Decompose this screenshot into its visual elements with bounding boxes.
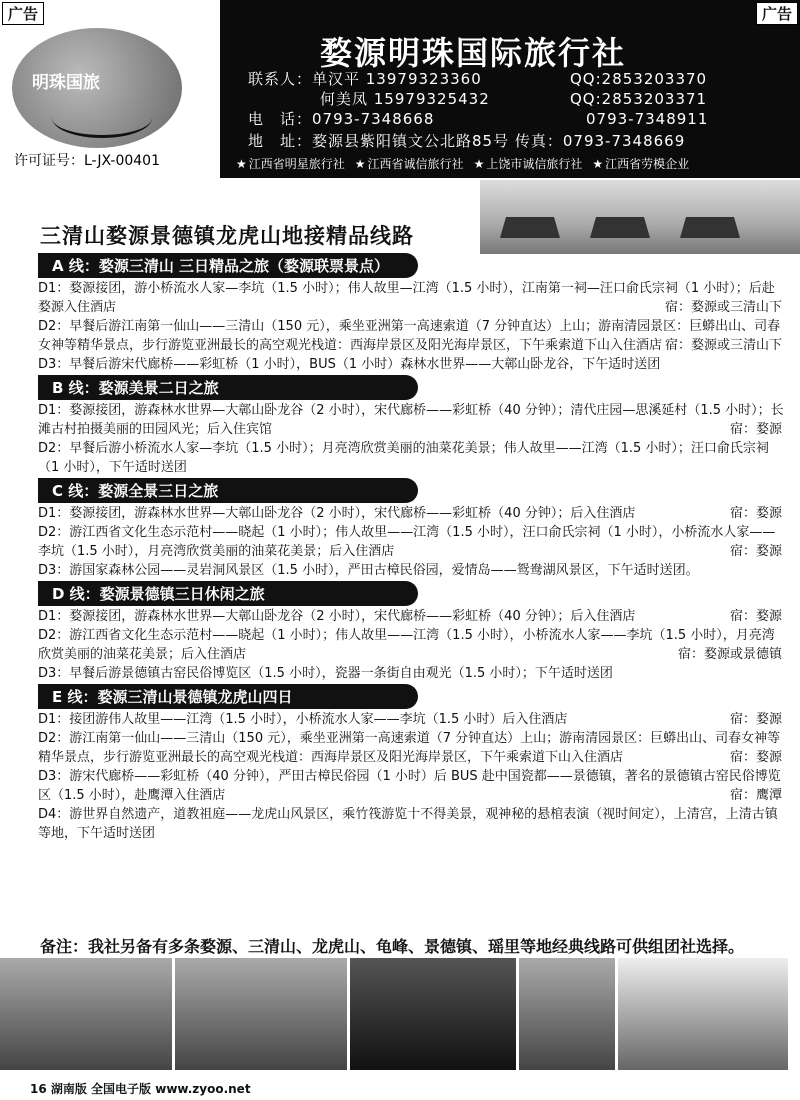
logo-text: 明珠国旅: [32, 73, 100, 93]
contact-address: 地 址：婺源县紫阳镇文公北路85号 传真：0793-7348669: [248, 132, 686, 150]
footer: 16 湖南版 全国电子版 www.zyoo.net: [30, 1082, 251, 1096]
note: 备注：我社另备有多条婺源、三清山、龙虎山、龟峰、景德镇、瑶里等地经典线路可供组团社选择。: [40, 937, 745, 956]
day-text: D1：婺源接团，游小桥流水人家—李坑（1.5 小时）；伟人故里—江湾（1.5 小时），江南第一祠—汪口俞氏宗祠（1 小时）；后赴婺源入住酒店: [38, 281, 775, 315]
route-a: [34, 252, 786, 374]
route-d: [34, 580, 786, 683]
day-text: D2：游江西省文化生态示范村——晓起（1 小时）；伟人故里——江湾（1.5 小时），汪口俞氏宗祠（1 小时），小桥流水人家——李坑（1.5 小时），月亮湾欣赏美丽的油菜花美景；后入住酒店: [38, 525, 776, 559]
day-text: D2：游江南第一仙山——三清山（150 元），乘坐亚洲第一高速索道（7 分钟直达）上山；游南清园景区：巨蟒出山、司春女神等精华景点，步行游览亚洲最长的高空观光栈道：西海岸景区及阳光海岸景区，下午乘索道下山入住酒店: [38, 731, 781, 765]
day-text: D4：游世界自然遗产，道教祖庭——龙虎山风景区，乘竹筏游览十不得美景，观神秘的悬棺表演（视时间定），上清宫，上清古镇等地，下午适时送团: [38, 807, 778, 841]
qq-1: QQ:2853203370: [570, 70, 708, 88]
logo-block: [0, 0, 220, 178]
stay-info: 宿：婺源或景德镇: [677, 647, 782, 662]
stay-info: 宿：婺源: [729, 544, 782, 559]
stay-info: 宿：婺源: [729, 422, 782, 437]
day-item: [38, 439, 786, 477]
day-item: [38, 626, 786, 664]
day-text: D1：婺源接团，游森林水世界—大鄣山卧龙谷（2 小时），宋代廊桥——彩虹桥（40 分钟）；清代庄园—思溪延村（1.5 小时）；长滩古村拍摄美丽的田园风光；后入住宾馆: [38, 403, 784, 437]
contact-person-2: 何美凤 15979325432: [320, 90, 490, 108]
photo-strip: [0, 958, 800, 1070]
day-item: [38, 401, 786, 439]
day-text: D3：游国家森林公园——灵岩洞风景区（1.5 小时），严田古樟民俗园，爱情岛——鸳鸯湖风景区，下午适时送团。: [38, 563, 699, 578]
photo-village: [0, 958, 172, 1070]
day-item: [38, 767, 786, 805]
house-roof: [590, 208, 650, 238]
route-title: B 线：婺源美景二日之旅: [38, 375, 418, 400]
day-text: D1：婺源接团，游森林水世界—大鄣山卧龙谷（2 小时），宋代廊桥——彩虹桥（40 分钟）；后入住酒店: [38, 506, 636, 521]
day-item: [38, 523, 786, 561]
day-item: [38, 504, 786, 523]
ad-label-right: 广告: [756, 2, 798, 25]
day-item: [38, 729, 786, 767]
agency-name: 婺源明珠国际旅行社: [320, 34, 627, 72]
day-item: [38, 317, 786, 355]
day-item: [38, 710, 786, 729]
day-text: D3：游宋代廊桥——彩虹桥（40 分钟），严田古樟民俗园（1 小时）后 BUS 赴中国瓷都——景德镇，著名的景德镇古窑民俗博览区（1.5 小时），赴鹰潭入住酒店: [38, 769, 781, 803]
header: [0, 0, 800, 178]
logo-line-decoration: [52, 98, 152, 138]
photo-mountain: [175, 958, 347, 1070]
main-title: 三清山婺源景德镇龙虎山地接精品线路: [40, 224, 414, 248]
day-item: [38, 355, 786, 374]
route-title: E 线：婺源三清山景德镇龙虎山四日: [38, 684, 418, 709]
house-roof: [680, 208, 740, 238]
stay-info: 宿：婺源: [729, 506, 782, 521]
day-item: [38, 805, 786, 843]
photo-river: [618, 958, 788, 1070]
stay-info: 宿：婺源或三清山下: [664, 338, 782, 353]
stay-info: 宿：婺源: [729, 609, 782, 624]
day-item: [38, 664, 786, 683]
route-c: [34, 477, 786, 580]
route-title: D 线：婺源景德镇三日休闲之旅: [38, 581, 418, 606]
day-text: D2：早餐后游江南第一仙山——三清山（150 元），乘坐亚洲第一高速索道（7 分钟直达）上山；游南清园景区：巨蟒出山、司春女神等精华景点，步行游览亚洲最长的高空观光栈道：西海岸景区及阳光海岸景区，下午乘索道下山入住酒店: [38, 319, 781, 353]
badge: ★ 江西省明星旅行社: [236, 155, 345, 172]
license-number: 许可证号：L-JX-00401: [14, 153, 160, 169]
route-title: C 线：婺源全景三日之旅: [38, 478, 418, 503]
stay-info: 宿：婺源: [729, 712, 782, 727]
stay-info: 宿：鹰潭: [729, 788, 782, 803]
route-title: A 线：婺源三清山 三日精品之旅（婺源联票景点）: [38, 253, 418, 278]
day-text: D1：接团游伟人故里——江湾（1.5 小时），小桥流水人家——李坑（1.5 小时）后入住酒店: [38, 712, 568, 727]
route-b: [34, 374, 786, 477]
badge: ★ 江西省劳模企业: [592, 155, 689, 172]
contact-phone: 电 话：0793-7348668: [248, 110, 435, 128]
day-item: [38, 607, 786, 626]
ad-label-left: 广告: [2, 2, 44, 25]
day-text: D2：游江西省文化生态示范村——晓起（1 小时）；伟人故里——江湾（1.5 小时），小桥流水人家——李坑（1.5 小时），月亮湾欣赏美丽的油菜花美景；后入住酒店: [38, 628, 775, 662]
day-text: D1：婺源接团，游森林水世界—大鄣山卧龙谷（2 小时），宋代廊桥——彩虹桥（40 分钟）；后入住酒店: [38, 609, 636, 624]
photo-gate: [350, 958, 516, 1070]
badge: ★ 上饶市诚信旅行社: [474, 155, 583, 172]
scenery-image: [480, 180, 800, 254]
house-roof: [500, 208, 560, 238]
day-text: D3：早餐后游宋代廊桥——彩虹桥（1 小时），BUS（1 小时）森林水世界——大鄣山卧龙谷，下午适时送团: [38, 357, 661, 372]
logo-image: [12, 28, 182, 148]
day-text: D3：早餐后游景德镇古窑民俗博览区（1.5 小时），瓷器一条街自由观光（1.5 小时）；下午适时送团: [38, 666, 613, 681]
day-item: [38, 279, 786, 317]
route-e: [34, 683, 786, 843]
phone-2: 0793-7348911: [586, 110, 709, 128]
routes-container: [34, 252, 786, 843]
contact-person-1: 联系人：单汉平 13979323360: [248, 70, 482, 88]
photo-visitors: [519, 958, 615, 1070]
badges: [236, 155, 689, 172]
stay-info: 宿：婺源: [729, 750, 782, 765]
badge: ★ 江西省诚信旅行社: [355, 155, 464, 172]
day-text: D2：早餐后游小桥流水人家—李坑（1.5 小时）；月亮湾欣赏美丽的油菜花美景；伟人故里——江湾（1.5 小时）；汪口俞氏宗祠（1 小时），下午适时送团: [38, 441, 769, 475]
qq-2: QQ:2853203371: [570, 90, 708, 108]
day-item: [38, 561, 786, 580]
stay-info: 宿：婺源或三清山下: [664, 300, 782, 315]
